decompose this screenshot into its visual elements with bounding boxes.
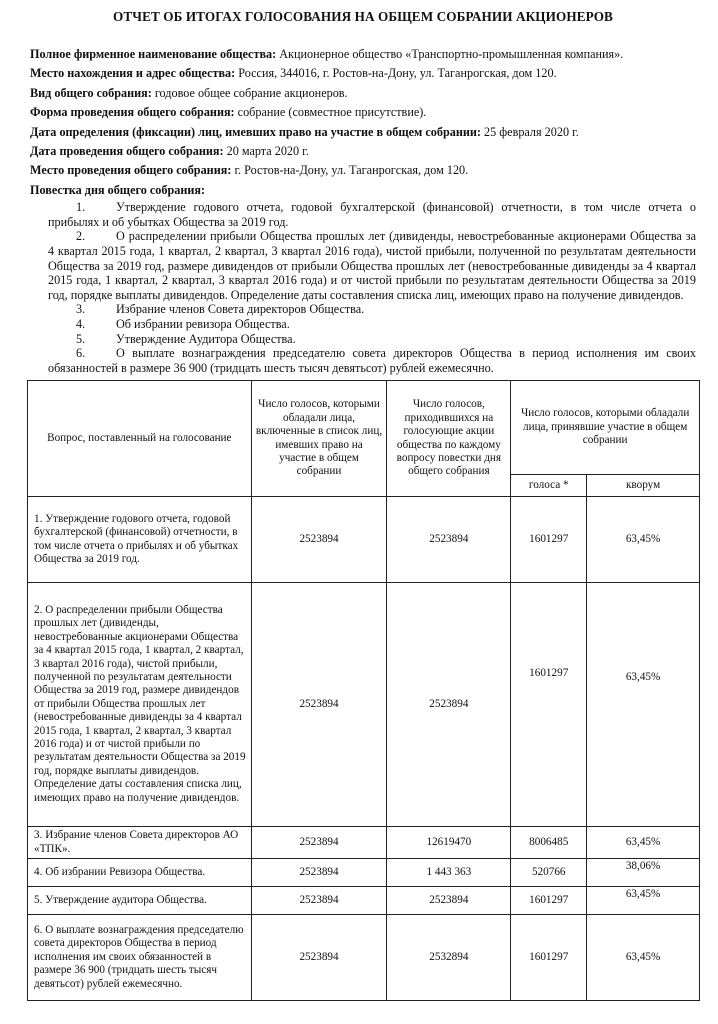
row-question: 6. О выплате вознаграждения председателю совета директоров Общества в период исполнения им своих обязанностей в размере 36 900 (тридцать шесть тысяч девятьсот) рублей ежемесячно. bbox=[28, 915, 252, 1001]
row-question: 5. Утверждение аудитора Общества. bbox=[28, 887, 252, 915]
row-votes-list: 2523894 bbox=[251, 497, 387, 583]
info-meeting-type bbox=[30, 84, 696, 103]
info-label: Дата определения (фиксации) лиц, имевших право на участие в общем собрании: bbox=[30, 124, 481, 139]
row-quorum: 38,06% bbox=[587, 859, 700, 887]
row-votes-list: 2523894 bbox=[251, 827, 387, 859]
agenda-number: 6. bbox=[76, 346, 86, 361]
agenda-number: 1. bbox=[76, 200, 86, 215]
agenda-text: Избрание членов Совета директоров Общества. bbox=[116, 302, 365, 317]
agenda-text: Об избрании ревизора Общества. bbox=[116, 317, 290, 331]
row-votes-list: 2523894 bbox=[251, 859, 387, 887]
agenda-item bbox=[48, 346, 696, 375]
row-question: 3. Избрание членов Совета директоров АО «ТПК». bbox=[28, 827, 252, 859]
table-row bbox=[28, 827, 700, 859]
info-label: Полное фирменное наименование общества: bbox=[30, 47, 277, 61]
agenda-item bbox=[48, 229, 696, 302]
row-votes-list: 2523894 bbox=[251, 887, 387, 915]
header-votes-list: Число голосов, которыми обладали лица, включенные в список лиц, имевших право на участие в общем собрании bbox=[251, 381, 387, 497]
info-meeting-date bbox=[30, 142, 696, 161]
info-address bbox=[30, 64, 696, 83]
row-votes-shares: 12619470 bbox=[387, 827, 511, 859]
info-record-date bbox=[30, 123, 696, 142]
row-quorum: 63,45% bbox=[587, 887, 700, 915]
row-quorum: 63,45% bbox=[587, 915, 700, 1001]
header-sub-votes: голоса * bbox=[511, 475, 587, 497]
info-value: собрание (совместное присутствие). bbox=[234, 105, 427, 120]
table-row bbox=[28, 887, 700, 915]
row-votes-present: 8006485 bbox=[511, 827, 587, 859]
table-row bbox=[28, 859, 700, 887]
row-votes-present: 1601297 bbox=[511, 887, 587, 915]
row-votes-list: 2523894 bbox=[251, 583, 387, 827]
agenda-text: Утверждение Аудитора Общества. bbox=[116, 331, 296, 346]
agenda-text: О распределении прибыли Общества прошлых лет (дивиденды, невостребованные акционерами Общества за 4 квартал 2015 года, 1 квартал, 2 квартал, 3 квартал 2016 года), чистой прибыли, полученной по результатам деятельности Общества за 2019 год, размере дивидендов от прибыли Общества прошлых лет (невостребованные дивиденды за 4 квартал 2015 года, 1 квартал, 2 квартал, 3 квартал 2016 года) и от чистой прибыли по результатам деятельности Общества за 2019 год, порядке выплаты дивидендов. Определение даты составления списка лиц, имеющих право на получение дивидендов. bbox=[48, 229, 696, 302]
meeting-info bbox=[30, 45, 696, 200]
row-question: 1. Утверждение годового отчета, годовой бухгалтерской (финансовой) отчетности, в том числе отчета о прибылях и об убытках Общества за 2019 год. bbox=[28, 497, 252, 583]
info-value: 20 марта 2020 г. bbox=[223, 144, 309, 159]
header-votes-present: Число голосов, которыми обладали лица, принявшие участие в общем собрании bbox=[511, 381, 700, 475]
row-question: 2. О распределении прибыли Общества прошлых лет (дивиденды, невостребованные акционерами Общества за 4 квартал 2015 года, 1 квартал, 2 квартал, 3 квартал 2016 года), чистой прибыли, полученной по результатам деятельности Общества за 2019 год, размере дивидендов от прибыли Общества прошлых лет (невостребованные дивиденды за 4 квартал 2015 года, 1 квартал, 2 квартал, 3 квартал 2016 года) и от чистой прибыли по результатам деятельности Общества за 2019 год, порядке выплаты дивидендов. Определение даты составления списка лиц, имеющих право на получение дивидендов. bbox=[28, 583, 252, 827]
row-votes-shares: 2523894 bbox=[387, 583, 511, 827]
agenda-number: 2. bbox=[76, 229, 86, 244]
row-votes-shares: 1 443 363 bbox=[387, 859, 511, 887]
row-votes-shares: 2532894 bbox=[387, 915, 511, 1001]
info-value: 25 февраля 2020 г. bbox=[480, 124, 579, 139]
info-company-name bbox=[30, 45, 696, 64]
row-quorum: 63,45% bbox=[587, 827, 700, 859]
header-sub-quorum: кворум bbox=[587, 475, 700, 497]
voting-results-table bbox=[27, 380, 700, 1001]
info-meeting-form bbox=[30, 103, 696, 122]
agenda-text: О выплате вознаграждения председателю совета директоров Общества в период исполнения им своих обязанностей в размере 36 900 (тридцать шесть тысяч девятьсот) рублей ежемесячно. bbox=[48, 346, 696, 375]
info-value: Россия, 344016, г. Ростов-на-Дону, ул. Таганрогская, дом 120. bbox=[235, 66, 557, 81]
header-votes-shares: Число голосов, приходившихся на голосующие акции общества по каждому вопросу повестки дня общего собрания bbox=[387, 381, 511, 497]
agenda-number: 3. bbox=[76, 302, 86, 317]
info-agenda-heading bbox=[30, 181, 696, 200]
row-votes-shares: 2523894 bbox=[387, 497, 511, 583]
row-quorum: 63,45% bbox=[587, 497, 700, 583]
agenda-number: 4. bbox=[76, 317, 86, 331]
info-label: Форма проведения общего собрания: bbox=[30, 105, 235, 120]
info-value: г. Ростов-на-Дону, ул. Таганрогская, дом 120. bbox=[231, 163, 469, 178]
row-votes-present: 520766 bbox=[511, 859, 587, 887]
row-votes-shares: 2523894 bbox=[387, 887, 511, 915]
info-label: Дата проведения общего собрания: bbox=[30, 144, 224, 159]
agenda-item bbox=[48, 200, 696, 229]
info-value: годовое общее собрание акционеров. bbox=[151, 85, 348, 100]
agenda-item bbox=[48, 302, 696, 317]
info-meeting-place bbox=[30, 161, 696, 180]
agenda-text: Утверждение годового отчета, годовой бухгалтерской (финансовой) отчетности, в том числе отчета о прибылях и об убытках Общества за 2019 год. bbox=[48, 200, 696, 229]
agenda-list bbox=[48, 200, 696, 375]
row-votes-list: 2523894 bbox=[251, 915, 387, 1001]
row-question: 4. Об избрании Ревизора Общества. bbox=[28, 859, 252, 887]
row-votes-present: 1601297 bbox=[511, 583, 587, 827]
agenda-number: 5. bbox=[76, 331, 86, 346]
row-votes-present: 1601297 bbox=[511, 497, 587, 583]
info-label: Вид общего собрания: bbox=[30, 85, 152, 100]
agenda-item bbox=[48, 332, 696, 347]
info-value: Акционерное общество «Транспортно-промышленная компания». bbox=[276, 47, 624, 61]
table-row bbox=[28, 497, 700, 583]
report-title: ОТЧЕТ ОБ ИТОГАХ ГОЛОСОВАНИЯ НА ОБЩЕМ СОБРАНИИ АКЦИОНЕРОВ bbox=[113, 9, 613, 24]
header-question: Вопрос, поставленный на голосование bbox=[28, 381, 252, 497]
table-row bbox=[28, 583, 700, 827]
row-quorum: 63,45% bbox=[587, 583, 700, 827]
row-votes-present: 1601297 bbox=[511, 915, 587, 1001]
info-label: Место нахождения и адрес общества: bbox=[30, 66, 236, 81]
agenda-item bbox=[48, 317, 696, 332]
table-row bbox=[28, 915, 700, 1001]
table-header-row bbox=[28, 381, 700, 475]
info-label: Повестка дня общего собрания: bbox=[30, 182, 206, 197]
info-label: Место проведения общего собрания: bbox=[30, 163, 232, 178]
